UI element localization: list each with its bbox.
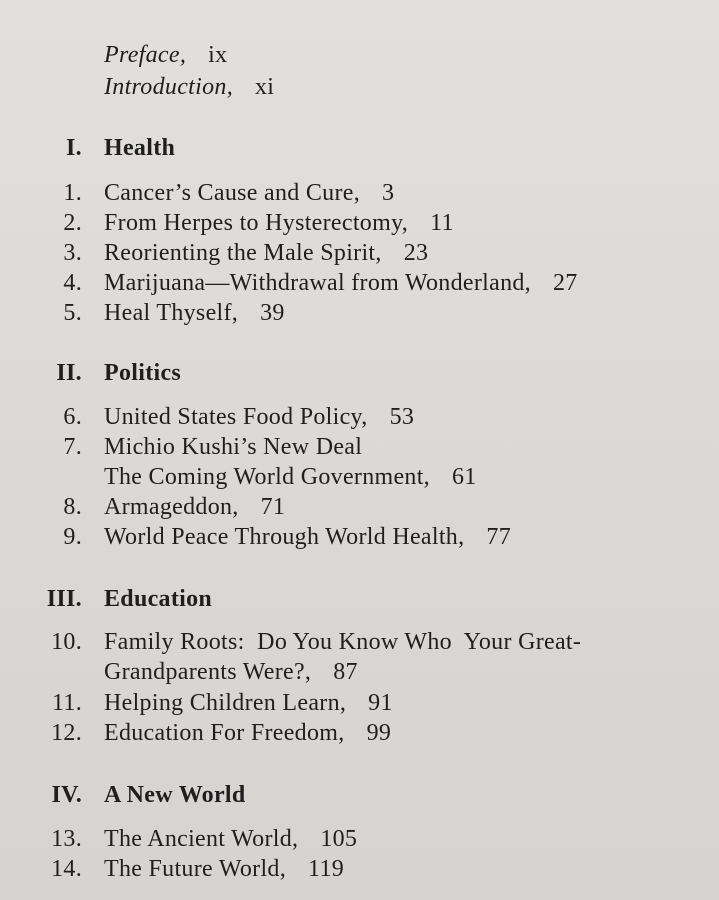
chapter-number: 13. [51, 826, 82, 852]
section-title: Education [104, 586, 213, 612]
entry-title: Preface, [104, 42, 187, 68]
chapter-number: 14. [51, 856, 82, 882]
section-title: Health [104, 135, 176, 161]
chapter-number: 11. [51, 690, 82, 716]
chapter-number: 4. [63, 270, 82, 296]
entry-title: Introduction, [104, 74, 233, 100]
chapter-number: 9. [63, 524, 82, 550]
chapter-number: 6. [63, 404, 82, 430]
entry-page: xi [255, 74, 275, 100]
chapter-title: Education For Freedom, [104, 720, 345, 746]
chapter-title: Marijuana—Withdrawal from Wonderland, [104, 270, 531, 296]
section-numeral: II. [56, 360, 82, 386]
section-title: A New World [104, 782, 246, 808]
chapter-title: Helping Children Learn, [104, 690, 347, 716]
chapter-number: 8. [63, 494, 82, 520]
chapter-number: 10. [51, 629, 82, 655]
chapter-title: The Future World, [104, 856, 287, 882]
section-title: Politics [104, 360, 182, 386]
chapter-page: 39 [260, 300, 285, 326]
chapter-number: 7. [63, 434, 82, 460]
chapter-title: United States Food Policy, [104, 404, 368, 430]
chapter-page: 3 [382, 180, 395, 206]
chapter-title: Armageddon, [104, 494, 239, 520]
chapter-number: 2. [63, 210, 82, 236]
entry-page: ix [208, 42, 228, 68]
chapter-number: 5. [63, 300, 82, 326]
chapter-page: 61 [451, 464, 477, 490]
chapter-page: 87 [333, 659, 358, 685]
chapter-page: 11 [430, 210, 454, 236]
chapter-page: 77 [486, 524, 512, 550]
chapter-page: 71 [260, 494, 286, 520]
chapter-title: Family Roots: Do You Know Who Your Great- [104, 629, 582, 655]
chapter-page: 27 [552, 270, 578, 296]
chapter-page: 105 [320, 826, 358, 852]
chapter-page: 91 [368, 690, 393, 716]
section-numeral: IV. [51, 782, 82, 808]
chapter-page: 53 [389, 404, 415, 430]
chapter-title: Cancer’s Cause and Cure, [104, 180, 361, 206]
section-numeral: III. [46, 586, 82, 612]
chapter-page: 23 [403, 240, 429, 266]
chapter-title: Reorienting the Male Spirit, [104, 240, 382, 266]
chapter-title-continued: Grandparents Were?, [104, 659, 312, 685]
chapter-number: 3. [63, 240, 82, 266]
section-numeral: I. [66, 135, 82, 161]
chapter-title-continued: The Coming World Government, [104, 464, 430, 490]
chapter-page: 99 [366, 720, 392, 746]
chapter-number: 1. [63, 180, 82, 206]
chapter-title: The Ancient World, [104, 826, 299, 852]
chapter-title: Michio Kushi’s New Deal [104, 434, 363, 460]
chapter-number: 12. [51, 720, 82, 746]
chapter-page: 119 [308, 856, 345, 882]
chapter-title: World Peace Through World Health, [104, 524, 465, 550]
chapter-title: Heal Thyself, [104, 300, 239, 326]
chapter-title: From Herpes to Hysterectomy, [104, 210, 409, 236]
